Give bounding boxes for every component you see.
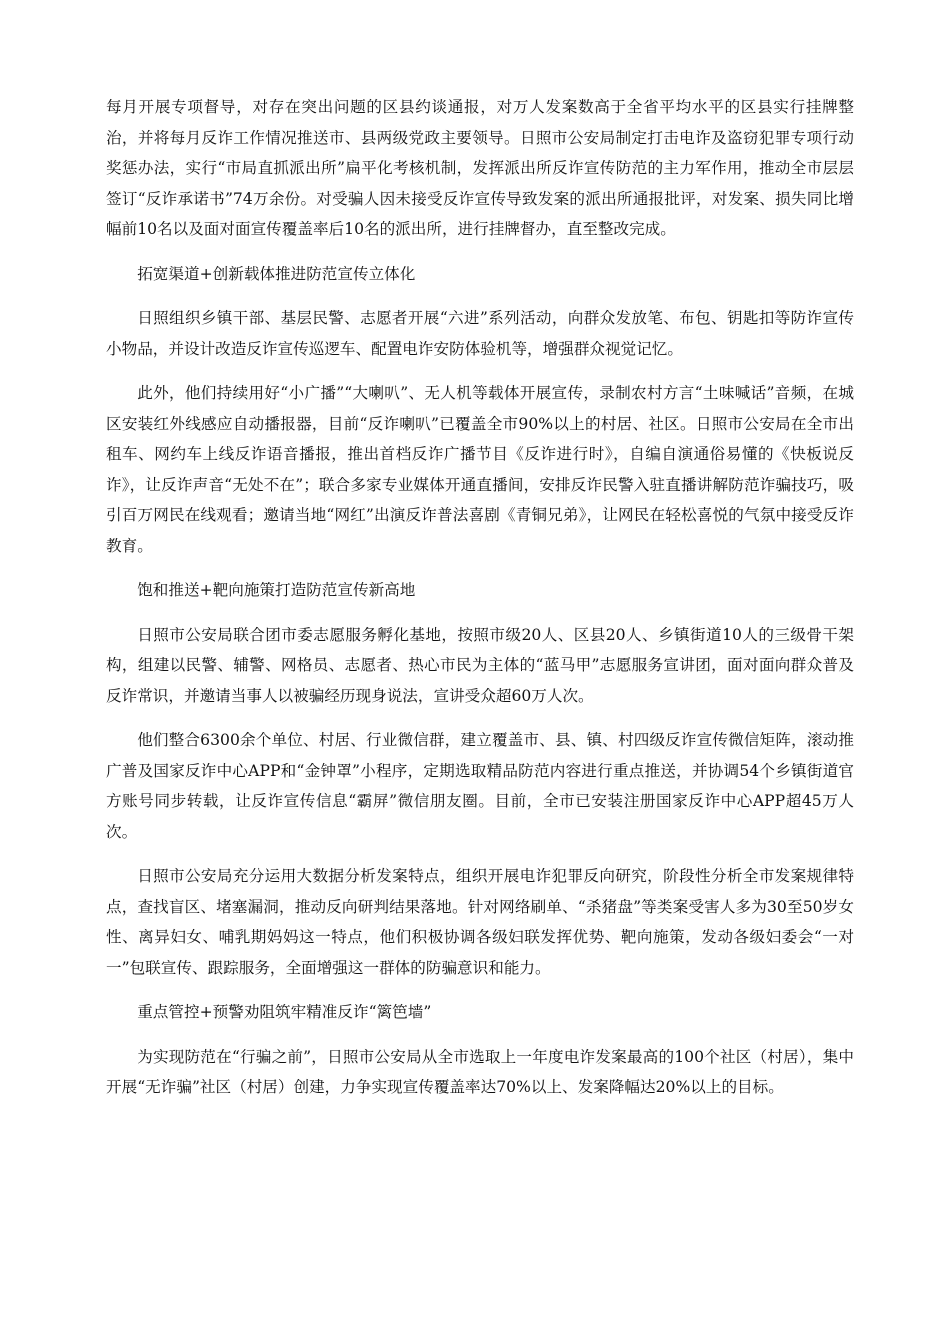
paragraph-gap (106, 245, 854, 259)
document-page (106, 92, 854, 1103)
body-paragraph: 为实现防范在“行骗之前”，日照市公安局从全市选取上一年度电诈发案最高的100个社区（村居），集中开展“无诈骗”社区（村居）创建，力争实现宣传覆盖率达70%以上、发案降幅达20%以上的目标。 (106, 1047, 854, 1096)
paragraph-gap (106, 847, 854, 861)
section-heading: 重点管控+预警劝阻筑牢精准反诈“篱笆墙” (137, 1003, 432, 1021)
body-paragraph: 日照市公安局充分运用大数据分析发案特点，组织开展电诈犯罪反向研究，阶段性分析全市发案规律特点，查找盲区、堵塞漏洞，推动反向研判结果落地。针对网络刷单、“杀猪盘”等类案受害人多为30至50岁女性、离异妇女、哺乳期妈妈这一特点，他们积极协调各级妇联发挥优势、靶向施策，发动各级妇委会“一对一”包联宣传、跟踪服务，全面增强这一群体的防骗意识和能力。 (106, 867, 854, 977)
body-paragraph: 此外，他们持续用好“小广播”“大喇叭”、无人机等载体开展宣传，录制农村方言“土味喊话”音频，在城区安装红外线感应自动播报器，目前“反诈喇叭”已覆盖全市90%以上的村居、社区。日照市公安局在全市出租车、网约车上线反诈语音播报，推出首档反诈广播节目《反诈进行时》，自编自演通俗易懂的《快板说反诈》，让反诈声音“无处不在”；联合多家专业媒体开通直播间，安排反诈民警入驻直播讲解防范诈骗技巧，吸引百万网民在线观看；邀请当地“网红”出演反诈普法喜剧《青铜兄弟》，让网民在轻松喜悦的气氛中接受反诈教育。 (106, 384, 854, 555)
paragraph-gap (106, 983, 854, 997)
body-paragraph: 每月开展专项督导，对存在突出问题的区县约谈通报，对万人发案数高于全省平均水平的区县实行挂牌整治，并将每月反诈工作情况推送市、县两级党政主要领导。日照市公安局制定打击电诈及盗窃犯罪专项行动奖惩办法，实行“市局直抓派出所”扁平化考核机制，发挥派出所反诈宣传防范的主力军作用，推动全市层层签订“反诈承诺书”74万余份。对受骗人因未接受反诈宣传导致发案的派出所通报批评，对发案、损失同比增幅前10名以及面对面宣传覆盖率后10名的派出所，进行挂牌督办，直至整改完成。 (106, 98, 854, 238)
body-paragraph: 日照组织乡镇干部、基层民警、志愿者开展“六进”系列活动，向群众发放笔、布包、钥匙扣等防诈宣传小物品，并设计改造反诈宣传巡逻车、配置电诈安防体验机等，增强群众视觉记忆。 (106, 309, 854, 358)
body-paragraph: 日照市公安局联合团市委志愿服务孵化基地，按照市级20人、区县20人、乡镇街道10人的三级骨干架构，组建以民警、辅警、网格员、志愿者、热心市民为主体的“蓝马甲”志愿服务宣讲团，面对面向群众普及反诈常识，并邀请当事人以被骗经历现身说法，宣讲受众超60万人次。 (106, 625, 854, 705)
section-heading: 拓宽渠道+创新载体推进防范宣传立体化 (137, 264, 416, 283)
paragraph-gap (106, 289, 854, 303)
paragraph-gap (106, 606, 854, 620)
paragraph-gap (106, 1028, 854, 1042)
body-paragraph: 他们整合6300余个单位、村居、行业微信群，建立覆盖市、县、镇、村四级反诈宣传微信矩阵，滚动推广普及国家反诈中心APP和“金钟罩”小程序，定期选取精品防范内容进行重点推送，并协调54个乡镇街道官方账号同步转载，让反诈宣传信息“霸屏”微信朋友圈。目前，全市已安装注册国家反诈中心APP超45万人次。 (106, 731, 854, 841)
paragraph-gap (106, 561, 854, 575)
section-heading: 饱和推送+靶向施策打造防范宣传新高地 (137, 581, 416, 599)
paragraph-gap (106, 364, 854, 378)
paragraph-gap (106, 711, 854, 725)
